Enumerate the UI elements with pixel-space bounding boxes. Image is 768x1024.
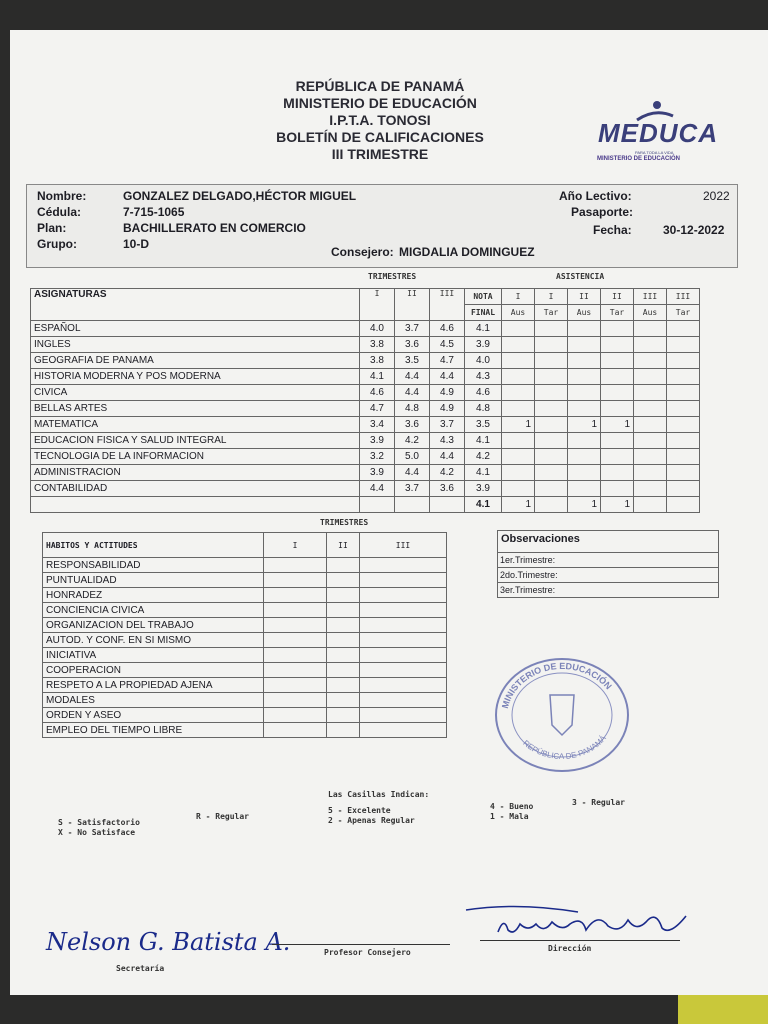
stamp-bottom-text: REPÚBLICA DE PANAMÁ [521,733,608,761]
grade-t3: 4.7 [430,353,465,369]
grade-subject: INGLES [31,337,360,353]
habit-cell [327,633,360,648]
habit-cell [327,678,360,693]
grade-t3: 4.6 [430,321,465,337]
attendance-cell [535,401,568,417]
grade-t3: 4.4 [430,449,465,465]
report-card-paper [10,30,768,995]
attendance-cell [601,385,634,401]
attendance-cell [634,481,667,497]
grade-t2: 4.4 [395,385,430,401]
legend-s: S - Satisfactorio [58,818,140,827]
attendance-cell: 1 [601,417,634,433]
habit-row [43,588,447,603]
grade-t2: 5.0 [395,449,430,465]
grade-final: 3.9 [465,481,502,497]
grade-t2: 3.5 [395,353,430,369]
att-head-6: III [667,289,700,305]
habit-row [43,678,447,693]
attendance-cell [535,497,568,513]
grade-t3: 4.9 [430,385,465,401]
attendance-cell: 1 [502,417,535,433]
profesor-label: Profesor Consejero [324,948,411,957]
plan-value: BACHILLERATO EN COMERCIO [123,221,306,235]
att-sub-2: Tar [535,305,568,321]
attendance-cell [502,465,535,481]
grade-t3: 4.9 [430,401,465,417]
grade-t2: 4.8 [395,401,430,417]
grades-trimestres-heading: TRIMESTRES [368,272,417,281]
grade-row [31,369,700,385]
habit-row [43,603,447,618]
attendance-cell [502,353,535,369]
attendance-cell [535,321,568,337]
grade-row [31,353,700,369]
habit-cell [327,723,360,738]
att-head-3: II [568,289,601,305]
grade-final: 4.1 [465,465,502,481]
att-head-1: I [502,289,535,305]
grade-t1: 3.8 [360,337,395,353]
attendance-cell [535,481,568,497]
legend-four: 4 - Bueno [490,802,534,811]
nombre-label: Nombre: [37,189,87,203]
attendance-cell [667,417,700,433]
attendance-cell [502,385,535,401]
attendance-cell [502,321,535,337]
grade-row [31,465,700,481]
habit-cell [360,723,447,738]
habit-cell [360,663,447,678]
habit-cell [327,588,360,603]
habit-label: COOPERACION [43,663,264,678]
observations-box [497,530,719,598]
hab-col-t2: II [327,533,360,558]
col-habitos: HABITOS Y ACTITUDES [43,533,264,558]
grade-t3: 3.7 [430,417,465,433]
habit-cell [360,603,447,618]
grade-row [31,385,700,401]
attendance-cell [601,353,634,369]
observation-t1: 1er.Trimestre: [498,553,718,568]
habit-cell [360,588,447,603]
consejero-label: Consejero: [331,245,394,259]
attendance-cell [634,337,667,353]
grade-subject: CONTABILIDAD [31,481,360,497]
attendance-cell [568,433,601,449]
stamp-top-text: MINISTERIO DE EDUCACIÓN [499,660,614,710]
attendance-cell [601,321,634,337]
attendance-cell [535,465,568,481]
habits-trimestres-heading: TRIMESTRES [320,518,369,527]
grade-subject: CIVICA [31,385,360,401]
habit-row [43,633,447,648]
habit-cell [360,558,447,573]
attendance-cell [667,385,700,401]
habit-row [43,573,447,588]
grade-row [31,337,700,353]
grade-t1: 4.7 [360,401,395,417]
grade-row [31,401,700,417]
habit-row [43,723,447,738]
cedula-label: Cédula: [37,205,82,219]
habit-cell [327,558,360,573]
meduca-logo [595,100,725,160]
grades-asistencia-heading: ASISTENCIA [556,272,605,281]
habit-label: PUNTUALIDAD [43,573,264,588]
grade-t1: 4.6 [360,385,395,401]
habit-cell [264,663,327,678]
habit-cell [264,633,327,648]
habits-table [42,532,447,738]
attendance-cell [601,369,634,385]
col-asignaturas: ASIGNATURAS [31,289,360,321]
grade-subject: TECNOLOGIA DE LA INFORMACION [31,449,360,465]
official-stamp [492,655,632,775]
anio-value: 2022 [703,189,730,203]
attendance-cell [634,385,667,401]
att-sub-4: Tar [601,305,634,321]
header-term: III TRIMESTRE [331,146,429,162]
grade-t2: 4.2 [395,433,430,449]
grade-t3: 3.6 [430,481,465,497]
grade-t1: 4.4 [360,481,395,497]
attendance-cell [502,449,535,465]
grade-subject: ESPAÑOL [31,321,360,337]
legend-x: X - No Satisface [58,828,136,837]
hab-col-t1: I [264,533,327,558]
grade-final: 4.8 [465,401,502,417]
habit-cell [264,573,327,588]
grade-t2: 3.7 [395,321,430,337]
grades-header-row [31,289,700,305]
habits-header-row [43,533,447,558]
nombre-value: GONZALEZ DELGADO,HÉCTOR MIGUEL [123,189,357,203]
attendance-cell [634,353,667,369]
grade-t2: 3.6 [395,337,430,353]
grade-t2: 3.7 [395,481,430,497]
grupo-value: 10-D [123,237,150,251]
grade-t1 [360,497,395,513]
attendance-cell [634,497,667,513]
col-t3: III [430,289,465,321]
fecha-value: 30-12-2022 [663,223,725,237]
habit-cell [264,648,327,663]
grade-row [31,433,700,449]
attendance-cell [568,385,601,401]
grade-row [31,481,700,497]
habit-label: RESPONSABILIDAD [43,558,264,573]
grade-subject [31,497,360,513]
grade-final: 4.1 [465,497,502,513]
habit-cell [264,618,327,633]
attendance-cell [502,369,535,385]
grade-final: 4.1 [465,433,502,449]
attendance-cell [535,433,568,449]
header-school: I.P.T.A. TONOSI [329,112,431,128]
col-t2: II [395,289,430,321]
attendance-cell [601,337,634,353]
attendance-cell [634,433,667,449]
attendance-cell [667,481,700,497]
habit-cell [327,663,360,678]
attendance-cell [601,449,634,465]
grade-t1: 4.0 [360,321,395,337]
habit-label: ORGANIZACION DEL TRABAJO [43,618,264,633]
header-country: REPÚBLICA DE PANAMÁ [295,78,465,94]
attendance-cell [568,337,601,353]
profesor-signature-line [272,944,450,945]
logo-tagline: PARA TODA LA VIDA [635,150,674,155]
legend-three: 3 - Regular [572,798,625,807]
attendance-cell [535,417,568,433]
attendance-cell [568,481,601,497]
attendance-cell [667,465,700,481]
fecha-label: Fecha: [593,223,632,237]
attendance-cell [667,353,700,369]
grade-t1: 3.9 [360,433,395,449]
grade-subject: MATEMATICA [31,417,360,433]
attendance-cell [535,449,568,465]
attendance-cell [601,481,634,497]
habit-row [43,558,447,573]
habit-cell [264,603,327,618]
habit-label: HONRADEZ [43,588,264,603]
legend-five: 5 - Excelente [328,806,391,815]
grade-final: 4.0 [465,353,502,369]
attendance-cell [601,465,634,481]
header-ministry: MINISTERIO DE EDUCACIÓN [283,95,477,111]
grade-subject: BELLAS ARTES [31,401,360,417]
grupo-label: Grupo: [37,237,77,251]
attendance-cell: 1 [568,417,601,433]
grade-t2: 4.4 [395,369,430,385]
attendance-cell [568,401,601,417]
logo-word: MEDUCA [598,118,719,148]
attendance-cell [634,417,667,433]
habit-cell [360,648,447,663]
habit-row [43,663,447,678]
habit-cell [264,708,327,723]
habit-row [43,708,447,723]
att-head-2: I [535,289,568,305]
legend-title: Las Casillas Indican: [328,790,430,799]
attendance-cell [568,353,601,369]
grade-t1: 3.9 [360,465,395,481]
director-signature [458,902,698,944]
attendance-cell [568,369,601,385]
habit-cell [327,708,360,723]
att-sub-5: Aus [634,305,667,321]
attendance-cell [535,369,568,385]
habit-cell [360,708,447,723]
habit-label: EMPLEO DEL TIEMPO LIBRE [43,723,264,738]
grade-t2 [395,497,430,513]
habit-cell [360,633,447,648]
attendance-cell [667,497,700,513]
attendance-cell [535,337,568,353]
grade-t1: 4.1 [360,369,395,385]
attendance-cell [634,449,667,465]
attendance-cell [634,321,667,337]
legend-one: 1 - Mala [490,812,529,821]
attendance-cell [667,369,700,385]
attendance-cell [667,321,700,337]
att-sub-3: Aus [568,305,601,321]
grade-t3: 4.3 [430,433,465,449]
att-sub-6: Tar [667,305,700,321]
att-head-5: III [634,289,667,305]
attendance-cell [634,401,667,417]
habit-label: RESPETO A LA PROPIEDAD AJENA [43,678,264,693]
col-final: FINAL [465,305,502,321]
habit-row [43,618,447,633]
attendance-cell [667,401,700,417]
observation-t3: 3er.Trimestre: [500,585,556,595]
col-nota: NOTA [465,289,502,305]
habit-cell [327,693,360,708]
habit-cell [360,678,447,693]
grade-t3: 4.2 [430,465,465,481]
habit-cell [264,588,327,603]
grade-t3 [430,497,465,513]
observation-t2: 2do.Trimestre: [498,568,718,583]
document-header [220,78,540,163]
grade-row [31,321,700,337]
att-head-4: II [601,289,634,305]
attendance-cell [601,401,634,417]
grade-subject: GEOGRAFIA DE PANAMA [31,353,360,369]
grade-subject: ADMINISTRACION [31,465,360,481]
anio-label: Año Lectivo: [559,189,632,203]
habit-label: MODALES [43,693,264,708]
habit-cell [360,618,447,633]
grade-row [31,497,700,513]
attendance-cell [634,369,667,385]
direccion-signature-line [480,940,680,941]
attendance-cell [667,433,700,449]
attendance-cell: 1 [568,497,601,513]
attendance-cell [568,321,601,337]
consejero-value: MIGDALIA DOMINGUEZ [399,245,535,259]
habit-label: CONCIENCIA CIVICA [43,603,264,618]
grade-final: 4.3 [465,369,502,385]
attendance-cell [502,401,535,417]
logo-ministry: MINISTERIO DE EDUCACIÓN [597,156,681,162]
habit-cell [360,573,447,588]
habit-cell [327,648,360,663]
grade-final: 3.9 [465,337,502,353]
legend-two: 2 - Apenas Regular [328,816,415,825]
grade-subject: HISTORIA MODERNA Y POS MODERNA [31,369,360,385]
direccion-label: Dirección [548,944,592,953]
habit-label: AUTOD. Y CONF. EN SI MISMO [43,633,264,648]
attendance-cell: 1 [502,497,535,513]
habit-row [43,648,447,663]
grade-t2: 3.6 [395,417,430,433]
grade-subject: EDUCACION FISICA Y SALUD INTEGRAL [31,433,360,449]
grade-final: 4.2 [465,449,502,465]
habit-cell [264,693,327,708]
grade-t2: 4.4 [395,465,430,481]
grade-t3: 4.4 [430,369,465,385]
attendance-cell [535,353,568,369]
attendance-cell [601,433,634,449]
attendance-cell [667,337,700,353]
habit-row [43,693,447,708]
attendance-cell [568,465,601,481]
habit-cell [327,573,360,588]
secretaria-label: Secretaría [116,964,165,973]
grade-row [31,417,700,433]
header-title: BOLETÍN DE CALIFICACIONES [276,129,484,145]
attendance-cell [502,337,535,353]
student-info-box [26,184,738,268]
attendance-cell [568,449,601,465]
secretaria-signature: Nelson G. Batista A. [46,928,291,956]
observations-title: Observaciones [498,531,718,553]
hab-col-t3: III [360,533,447,558]
svg-text:REPÚBLICA DE PANAMÁ [521,733,608,761]
grade-row [31,449,700,465]
attendance-cell: 1 [601,497,634,513]
attendance-cell [634,465,667,481]
grade-t3: 4.5 [430,337,465,353]
habit-label: ORDEN Y ASEO [43,708,264,723]
habit-cell [327,603,360,618]
habit-cell [327,618,360,633]
cedula-value: 7-715-1065 [123,205,185,219]
pasaporte-label: Pasaporte: [571,205,634,219]
habit-label: INICIATIVA [43,648,264,663]
grade-t1: 3.8 [360,353,395,369]
grades-table [30,288,700,513]
habit-cell [264,558,327,573]
legend-r: R - Regular [196,812,249,821]
att-sub-1: Aus [502,305,535,321]
attendance-cell [502,433,535,449]
grade-t1: 3.2 [360,449,395,465]
attendance-cell [667,449,700,465]
grade-final: 3.5 [465,417,502,433]
grade-final: 4.1 [465,321,502,337]
habit-cell [360,693,447,708]
habit-cell [264,678,327,693]
attendance-cell [502,481,535,497]
grade-t1: 3.4 [360,417,395,433]
col-t1: I [360,289,395,321]
plan-label: Plan: [37,221,67,235]
grade-final: 4.6 [465,385,502,401]
habit-cell [264,723,327,738]
attendance-cell [535,385,568,401]
